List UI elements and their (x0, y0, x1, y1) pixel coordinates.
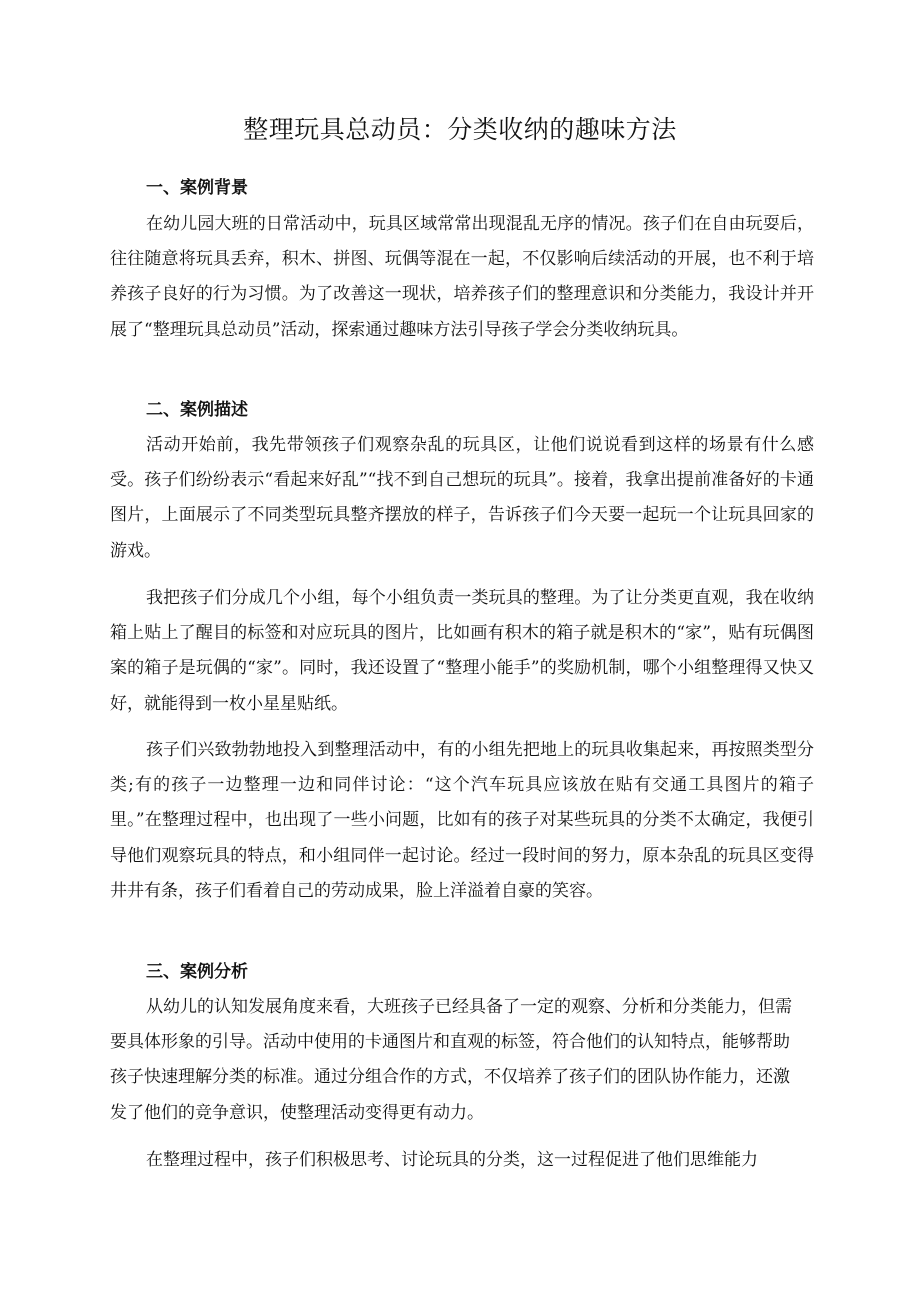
section-heading-background: 一、案例背景 (146, 178, 248, 198)
paragraph-background: 在幼儿园大班的日常活动中，玩具区域常常出现混乱无序的情况。孩子们在自由玩耍后，往往随意将玩具丢弃，积木、拼图、玩偶等混在一起，不仅影响后续活动的开展，也不利于培养孩子良好的行为习惯。为了改善这一现状，培养孩子们的整理意识和分类能力，我设计并开展了“整理玩具总动员”活动，探索通过趣味方法引导孩子学会分类收纳玩具。 (110, 214, 814, 340)
paragraph-description-1: 活动开始前，我先带领孩子们观察杂乱的玩具区，让他们说说看到这样的场景有什么感受。孩子们纷纷表示“看起来好乱”“找不到自己想玩的玩具”。接着，我拿出提前准备好的卡通图片，上面展示了不同类型玩具整齐摆放的样子，告诉孩子们今天要一起玩一个让玩具回家的游戏。 (110, 435, 814, 561)
paragraph-analysis-2: 在整理过程中，孩子们积极思考、讨论玩具的分类，这一过程促进了他们思维能力 (146, 1150, 758, 1170)
document-title: 整理玩具总动员：分类收纳的趣味方法 (243, 115, 677, 144)
paragraph-description-3: 孩子们兴致勃勃地投入到整理活动中，有的小组先把地上的玩具收集起来，再按照类型分类;有的孩子一边整理一边和同伴讨论：“这个汽车玩具应该放在贴有交通工具图片的箱子里。”在整理过程中，也出现了一些小问题，比如有的孩子对某些玩具的分类不太确定，我便引导他们观察玩具的特点，和小组同伴一起讨论。经过一段时间的努力，原本杂乱的玩具区变得井井有条，孩子们看着自己的劳动成果，脸上洋溢着自豪的笑容。 (110, 740, 814, 901)
section-heading-analysis: 三、案例分析 (146, 962, 248, 982)
paragraph-analysis-1: 从幼儿的认知发展角度来看，大班孩子已经具备了一定的观察、分析和分类能力，但需要具体形象的引导。活动中使用的卡通图片和直观的标签，符合他们的认知特点，能够帮助孩子快速理解分类的标准。通过分组合作的方式，不仅培养了孩子们的团队协作能力，还激发了他们的竞争意识，使整理活动变得更有动力。 (110, 997, 792, 1123)
section-heading-description: 二、案例描述 (146, 400, 248, 420)
paragraph-description-2: 我把孩子们分成几个小组，每个小组负责一类玩具的整理。为了让分类更直观，我在收纳箱上贴上了醒目的标签和对应玩具的图片，比如画有积木的箱子就是积木的“家”，贴有玩偶图案的箱子是玩偶的“家”。同时，我还设置了“整理小能手”的奖励机制，哪个小组整理得又快又好，就能得到一枚小星星贴纸。 (110, 588, 814, 714)
